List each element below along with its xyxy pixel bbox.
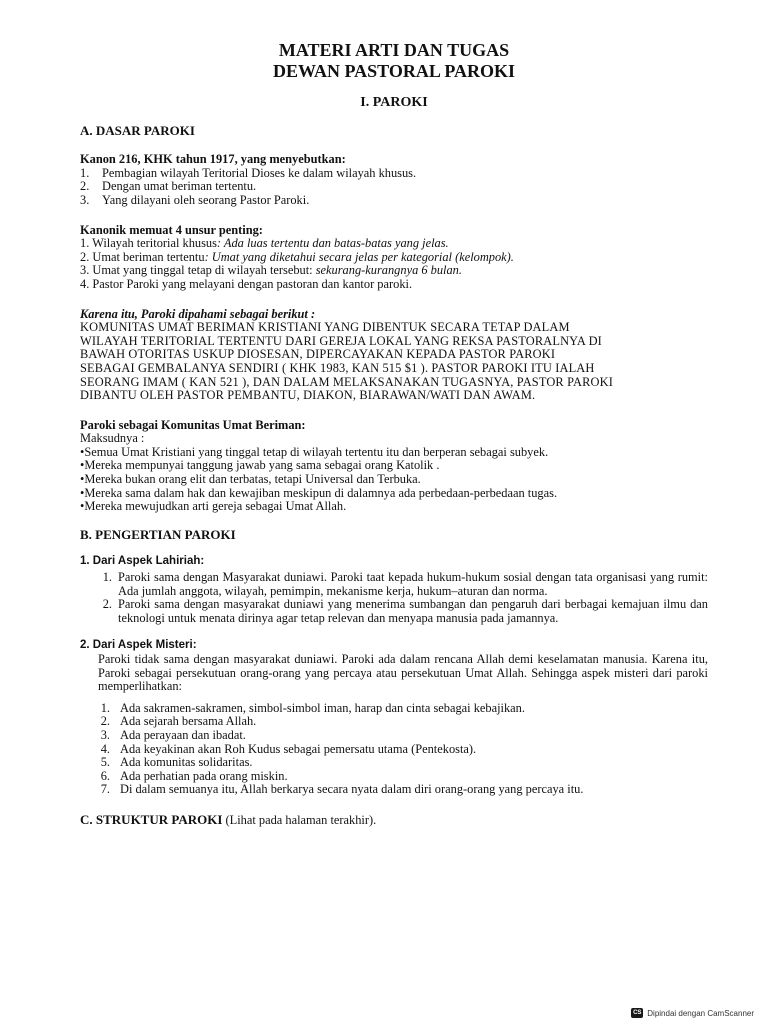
list-item: 3. Yang dilayani oleh seorang Pastor Paroki. [80, 192, 310, 207]
list-item: 5. Ada komunitas solidaritas. [100, 755, 253, 770]
title-line-2: DEWAN PASTORAL PAROKI [272, 61, 516, 81]
lahiriah-heading: 1. Dari Aspek Lahiriah: [80, 555, 205, 568]
misteri-heading: 2. Dari Aspek Misteri: [80, 639, 197, 652]
section-heading-paroki: I. PAROKI [360, 95, 428, 110]
list-item: 1. Pembagian wilayah Teritorial Dioses ke dalam wilayah khusus. [80, 165, 417, 180]
bullet-item: •Mereka bukan orang elit dan terbatas, tetapi Universal dan Terbuka. [80, 472, 421, 487]
lahiriah-block [80, 555, 708, 625]
list-item: 1. Paroki sama dengan Masyarakat duniawi. Paroki taat kepada hukum-hukum sosial dengan tata organisasi yang rumit: Ada jumlah anggota, wilayah, pemimpin, mekanisme kerja, hukum–aturan dan norma. [102, 570, 708, 598]
bullet-item: •Mereka mempunyai tanggung jawab yang sama sebagai orang Katolik . [80, 458, 440, 473]
list-item: 2. Umat beriman tertentu: Umat yang diketahui secara jelas per kategorial (kelompok). [80, 249, 514, 264]
list-item: 3. Ada perayaan dan ibadat. [100, 727, 246, 742]
bullet-item: •Semua Umat Kristiani yang tinggal tetap di wilayah tertentu itu dan berperan sebagai subyek. [80, 444, 549, 459]
definition-line: SEORANG IMAM ( KAN 521 ), DAN DALAM MELAKSANAKAN TUGASNYA, PASTOR PAROKI [80, 374, 613, 389]
heading-dasar-paroki: A. DASAR PAROKI [80, 122, 195, 138]
struktur-block [80, 813, 708, 828]
lahiriah-list [80, 571, 708, 625]
bullet-item: •Mereka sama dalam hak dan kewajiban meskipun di dalamnya ada perbedaan-perbedaan tugas. [80, 485, 558, 500]
list-item: 4. Ada keyakinan akan Roh Kudus sebagai pemersatu utama (Pentekosta). [100, 741, 477, 756]
scanner-watermark-text: Dipindai dengan CamScanner [647, 1008, 754, 1018]
list-item: 2. Ada sejarah bersama Allah. [100, 714, 257, 729]
struktur-note: (Lihat pada halaman terakhir). [222, 812, 377, 827]
list-item: 6. Ada perhatian pada orang miskin. [100, 768, 288, 783]
list-item: 1. Ada sakramen-sakramen, simbol-simbol iman, harap dan cinta sebagai kebajikan. [100, 700, 525, 715]
misteri-block [80, 639, 708, 797]
definition-line: DIBANTU OLEH PASTOR PEMBANTU, DIAKON, BIARAWAN/WATI DAN AWAM. [80, 388, 536, 403]
karena-heading: Karena itu, Paroki dipahami sebagai berikut : [80, 306, 316, 321]
karena-block [80, 308, 708, 403]
list-item: 2. Paroki sama dengan masyarakat duniawi yang menerima sumbangan dan pengaruh dari berbagai kemajuan ilmu dan teknologi untuk menata dirinya agar tetap relevan dan menyapa manusia pada jamannya. [102, 597, 708, 625]
heading-pengertian-paroki: B. PENGERTIAN PAROKI [80, 526, 236, 542]
bullet-item: •Mereka mewujudkan arti gereja sebagai Umat Allah. [80, 499, 347, 514]
komunitas-block [80, 419, 708, 514]
kanonik-heading: Kanonik memuat 4 unsur penting: [80, 222, 263, 237]
list-item: 2. Dengan umat beriman tertentu. [80, 179, 257, 194]
camscanner-icon: CS [633, 1010, 642, 1016]
kanon-heading: Kanon 216, KHK tahun 1917, yang menyebutkan: [80, 152, 346, 167]
kanonik-block [80, 224, 708, 292]
komunitas-heading: Paroki sebagai Komunitas Umat Beriman: [80, 417, 306, 432]
definition-line: BAWAH OTORITAS USKUP DIOSESAN, DIPERCAYAKAN KEPADA PASTOR PAROKI [80, 347, 556, 362]
misteri-list [80, 702, 708, 797]
komunitas-intro: Maksudnya : [80, 431, 145, 446]
scanner-watermark [631, 1008, 754, 1018]
list-item: 4. Pastor Paroki yang melayani dengan pastoran dan kantor paroki. [80, 276, 413, 291]
kanon-list [80, 167, 708, 208]
document-page [80, 40, 708, 828]
list-item: 1. Wilayah teritorial khusus: Ada luas tertentu dan batas-batas yang jelas. [80, 236, 449, 251]
struktur-heading: C. STRUKTUR PAROKI [80, 811, 223, 827]
definition-line: SEBAGAI GEMBALANYA SENDIRI ( KHK 1983, KAN 515 $1 ). PASTOR PAROKI ITU IALAH [80, 360, 595, 375]
list-item: 3. Umat yang tinggal tetap di wilayah tersebut: sekurang-kurangnya 6 bulan. [80, 263, 462, 278]
list-item: 7. Di dalam semuanya itu, Allah berkarya secara nyata dalam diri orang-orang yang percaya itu. [100, 782, 584, 797]
kanon-block [80, 153, 708, 207]
definition-line: WILAYAH TERITORIAL TERTENTU DARI GEREJA LOKAL YANG REKSA PASTORALNYA DI [80, 333, 602, 348]
title-line-1: MATERI ARTI DAN TUGAS [278, 40, 510, 60]
definition-line: KOMUNITAS UMAT BERIMAN KRISTIANI YANG DIBENTUK SECARA TETAP DALAM [80, 320, 570, 335]
misteri-paragraph: Paroki tidak sama dengan masyarakat duniawi. Paroki ada dalam rencana Allah demi keselamatan manusia. Karena itu, Paroki sebagai persekutuan orang-orang yang percaya atau persekutuan Umat Allah. Sehingga aspek misteri dari paroki memperlihatkan: [98, 652, 708, 694]
